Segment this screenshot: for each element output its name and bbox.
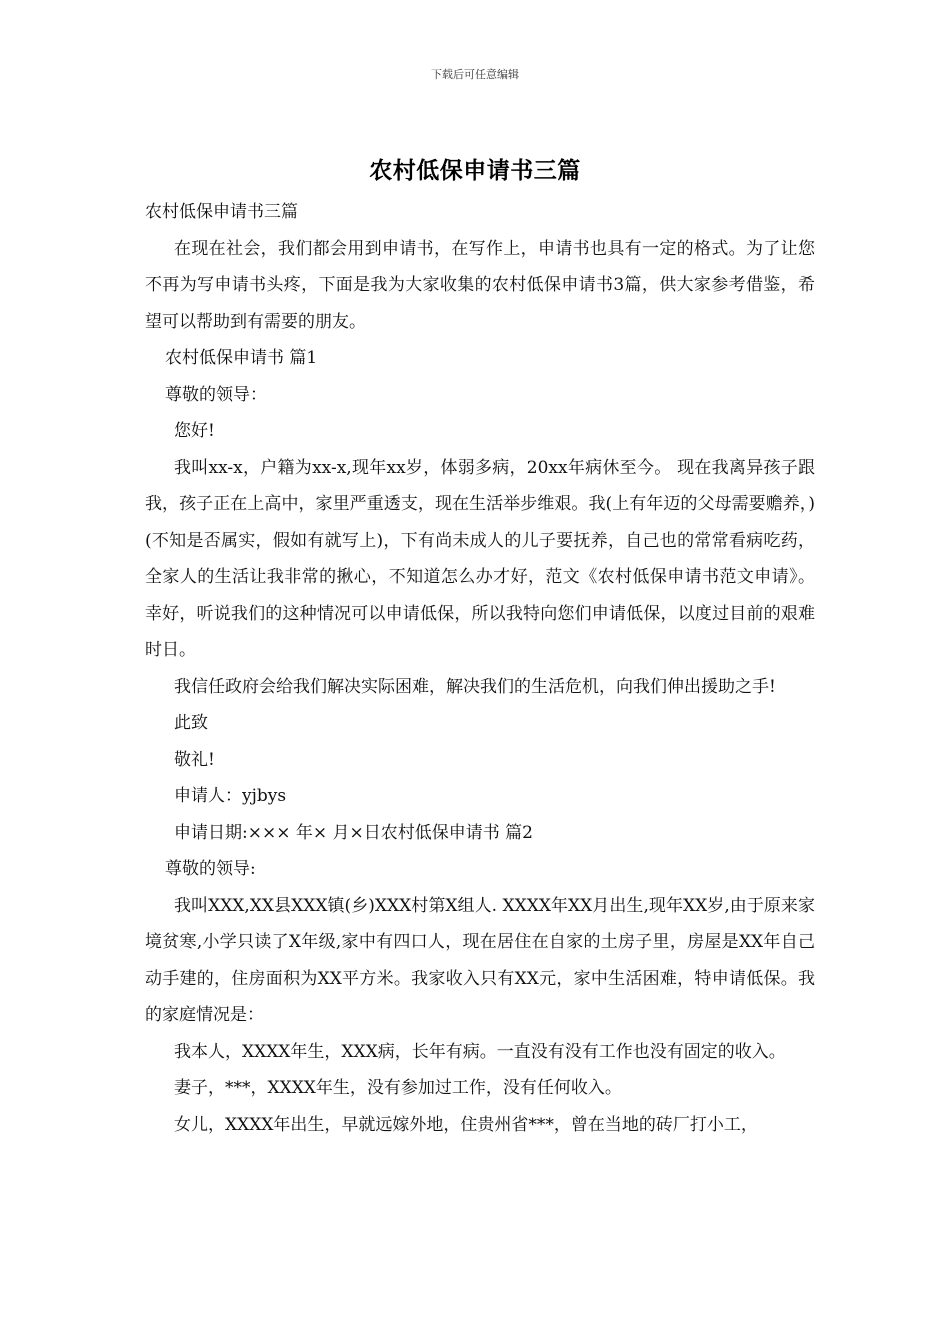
letter1-heading: 农村低保申请书 篇1	[165, 348, 318, 368]
letter2-wife-paragraph: 妻子，***，XXXX年生，没有参加过工作，没有任何收入。	[174, 1078, 622, 1098]
subtitle: 农村低保申请书三篇	[145, 202, 298, 222]
letter1-closing-2: 敬礼!	[174, 749, 215, 770]
document-body	[145, 194, 815, 1143]
header-note: 下载后可任意编辑	[431, 68, 519, 81]
document-title: 农村低保申请书三篇	[369, 157, 581, 184]
letter1-body-paragraph-2: 我信任政府会给我们解决实际困难，解决我们的生活危机，向我们伸出援助之手!	[174, 676, 776, 697]
letter1-applicant: 申请人：yjbys	[174, 786, 287, 806]
intro-paragraph: 在现在社会，我们都会用到申请书，在写作上，申请书也具有一定的格式。为了让您不再为写申请书头疼，下面是我为大家收集的农村低保申请书3篇，供大家参考借鉴，希望可以帮助到有需要的朋友。	[145, 238, 815, 332]
letter1-greeting: 您好!	[174, 421, 215, 441]
letter2-self-paragraph: 我本人，XXXX年生，XXX病，长年有病。一直没有没有工作也没有固定的收入。	[174, 1041, 786, 1062]
letter2-daughter-paragraph: 女儿，XXXX年出生，早就远嫁外地，住贵州省***，曾在当地的砖厂打小工，	[174, 1114, 758, 1135]
letter1-body-paragraph: 我叫xx-x，户籍为xx-x,现年xx岁，体弱多病，20xx年病休至今。 现在我离异孩子跟我，孩子正在上高中，家里严重透支，现在生活举步维艰。我(上有年迈的父母需要赡养，)(不知是否属实，假如有就写上)，下有尚未成人的儿子要抚养，自己也的常常看病吃药，全家人的生活让我非常的揪心，不知道怎么办才好，范文《农村低保申请书范文申请》。幸好，听说我们的这种情况可以申请低保，所以我特向您们申请低保，以度过目前的艰难时日。	[145, 457, 815, 660]
letter2-body-paragraph: 我叫XXX,XX县XXX镇(乡)XXX村第X组人. XXXX年XX月出生,现年XX岁,由于原来家境贫寒,小学只读了X年级,家中有四口人，现在居住在自家的土房子里，房屋是XX年自己动手建的，住房面积为XX平方米。我家收入只有XX元，家中生活困难，特申请低保。我的家庭情况是：	[145, 895, 815, 1025]
letter1-salutation: 尊敬的领导：	[165, 384, 267, 405]
letter1-closing-1: 此致	[174, 713, 208, 733]
letter2-salutation: 尊敬的领导:	[165, 859, 256, 879]
letter1-date-and-letter2-heading: 申请日期:××× 年× 月×日农村低保申请书 篇2	[174, 822, 533, 843]
